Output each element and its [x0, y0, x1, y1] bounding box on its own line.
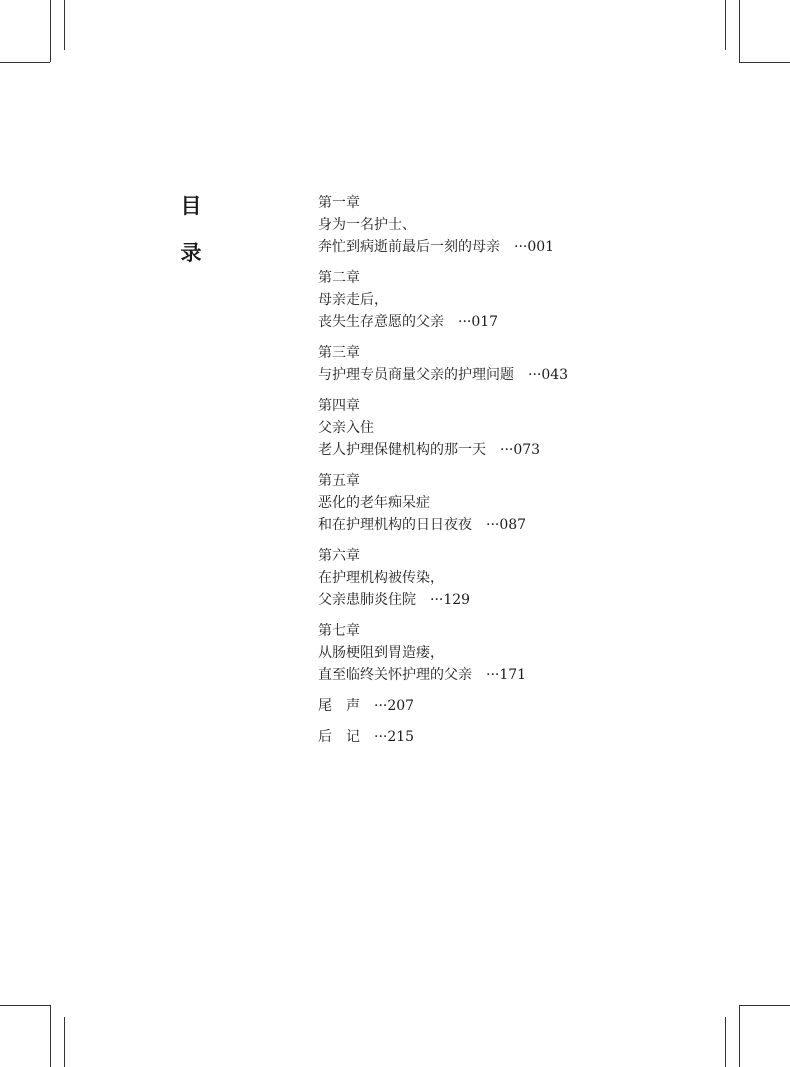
toc-entry-epilogue[interactable]	[318, 695, 758, 717]
toc-list	[318, 192, 758, 757]
chapter-title-line: 恶化的老年痴呆症	[318, 495, 430, 511]
page-number: ···087	[486, 517, 527, 533]
crop-line	[725, 1017, 726, 1067]
chapter-label: 第四章	[318, 398, 360, 414]
toc-entry-chapter-6[interactable]	[318, 545, 758, 611]
chapter-label: 第二章	[318, 270, 360, 286]
chapter-title-line: 父亲入住	[318, 420, 374, 436]
page-number: ···215	[374, 729, 415, 745]
toc-title-char: 录	[180, 240, 202, 265]
epilogue-line	[318, 695, 758, 717]
chapter-label: 第六章	[318, 548, 360, 564]
page-number: ···017	[458, 314, 499, 330]
crop-line	[739, 0, 740, 62]
toc-title-char: 目	[180, 193, 202, 218]
chapter-title-text: 与护理专员商量父亲的护理问题	[318, 367, 514, 383]
page-number: ···073	[500, 442, 541, 458]
toc-title	[176, 195, 206, 263]
chapter-title-line	[318, 236, 758, 258]
chapter-title-line	[318, 589, 758, 611]
chapter-title-text: 丧失生存意愿的父亲	[318, 314, 444, 330]
toc-entry-chapter-2[interactable]	[318, 267, 758, 333]
chapter-title-line: 在护理机构被传染，	[318, 570, 444, 586]
toc-entry-chapter-7[interactable]	[318, 620, 758, 686]
page-number: ···171	[486, 667, 527, 683]
chapter-title-text: 奔忙到病逝前最后一刻的母亲	[318, 239, 500, 255]
toc-entry-chapter-4[interactable]	[318, 395, 758, 461]
page-number: ···207	[374, 698, 415, 714]
chapter-title-text: 父亲患肺炎住院	[318, 592, 416, 608]
page-number: ···043	[528, 367, 569, 383]
crop-line	[0, 1005, 50, 1006]
toc-entry-chapter-3[interactable]	[318, 342, 758, 386]
toc-entry-chapter-1[interactable]	[318, 192, 758, 258]
chapter-label: 第五章	[318, 473, 360, 489]
chapter-title-line	[318, 514, 758, 536]
chapter-label: 第七章	[318, 623, 360, 639]
toc-entry-afterword[interactable]	[318, 726, 758, 748]
afterword-char: 记	[346, 729, 360, 745]
epilogue-char: 尾	[318, 698, 332, 714]
toc-entry-chapter-5[interactable]	[318, 470, 758, 536]
page-number: ···001	[514, 239, 555, 255]
chapter-title-line	[318, 311, 758, 333]
afterword-line	[318, 726, 758, 748]
chapter-title-text: 老人护理保健机构的那一天	[318, 442, 486, 458]
epilogue-char: 声	[346, 698, 360, 714]
chapter-title-line	[318, 439, 758, 461]
crop-line	[0, 62, 50, 63]
crop-line	[64, 0, 65, 50]
chapter-title-text: 直至临终关怀护理的父亲	[318, 667, 472, 683]
chapter-title-text: 和在护理机构的日日夜夜	[318, 517, 472, 533]
chapter-title-line: 母亲走后，	[318, 292, 388, 308]
afterword-char: 后	[318, 729, 332, 745]
crop-line	[64, 1017, 65, 1067]
chapter-title-line	[318, 664, 758, 686]
chapter-label: 第一章	[318, 195, 360, 211]
crop-line	[50, 1005, 51, 1067]
crop-line	[739, 1005, 740, 1067]
crop-line	[739, 1005, 790, 1006]
chapter-title-line: 身为一名护士、	[318, 217, 416, 233]
crop-line	[739, 62, 790, 63]
crop-line	[50, 0, 51, 62]
chapter-title-line: 从肠梗阻到胃造瘘，	[318, 645, 444, 661]
chapter-label: 第三章	[318, 345, 360, 361]
crop-line	[725, 0, 726, 50]
chapter-title-line	[318, 364, 758, 386]
page-number: ···129	[430, 592, 471, 608]
